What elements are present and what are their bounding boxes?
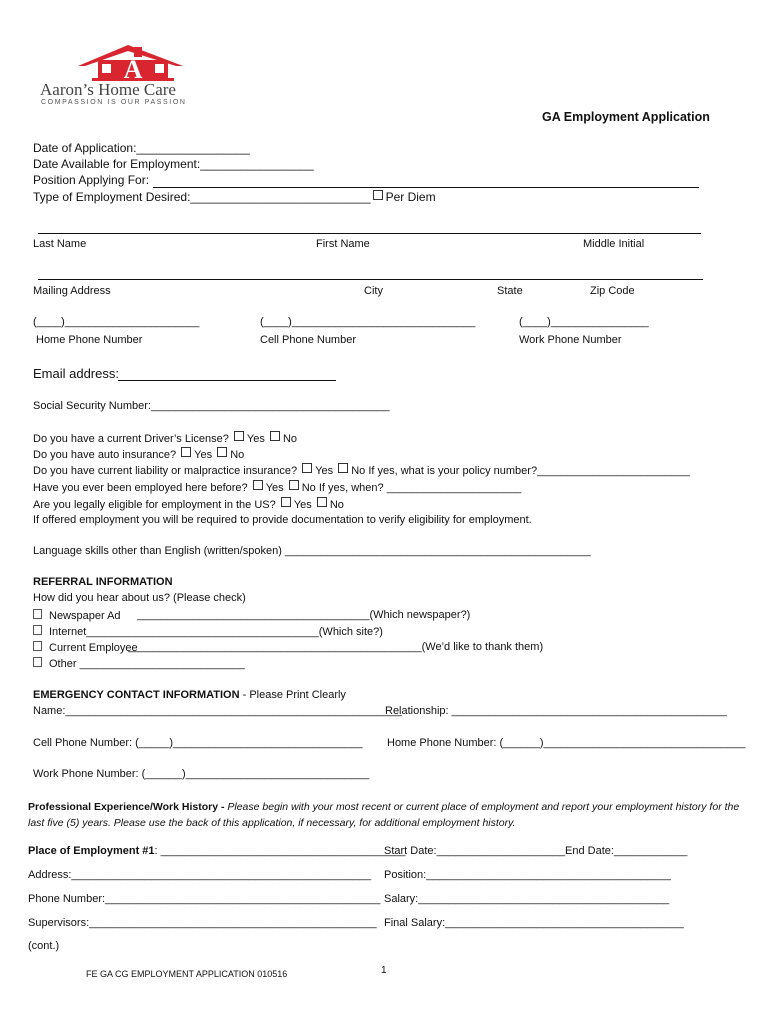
place-of-employment-field[interactable] [28,845,405,857]
no-label: No [301,482,316,494]
per-diem-checkbox[interactable] [373,190,383,200]
continued-label: (cont.) [28,940,60,952]
liability-question-text: Do you have current liability or malpractice insurance? [33,465,298,477]
auto-question-text: Do you have auto insurance? [33,449,177,461]
work-phone-label: Work Phone Number [519,334,622,346]
first-name-label: First Name [316,238,370,250]
employer-address-field[interactable]: Address:_________________________________________________ [28,869,372,881]
date-available-field[interactable]: Date Available for Employment:_________________ [33,157,314,171]
emergency-heading-note: - Please Print Clearly [239,689,346,701]
cell-phone-field[interactable]: (____)______________________________ [260,316,476,328]
eligible-yes-checkbox[interactable] [281,497,291,507]
name-line[interactable] [38,233,701,234]
referral-heading: REFERRAL INFORMATION [33,576,173,588]
supervisors-field[interactable]: Supervisors:_______________________________________________ [28,917,377,929]
employer-position-field[interactable]: Position:________________________________________ [384,869,671,881]
emergency-heading [33,689,346,701]
employed-question-text: Have you ever been employed here before? [33,482,248,494]
per-diem-label: Per Diem [385,190,436,204]
policy-number-field[interactable]: If yes, what is your policy number?_________________________ [368,465,691,477]
mailing-address-label: Mailing Address [33,285,111,297]
emergency-name-field[interactable]: Name:_______________________________________________________ [33,705,402,717]
zip-label: Zip Code [590,285,635,297]
no-label: No [351,465,366,477]
emergency-work-field[interactable]: Work Phone Number: (______)______________________________ [33,768,370,780]
no-label: No [282,433,297,445]
newspaper-blank[interactable]: ______________________________________(Which newspaper?) [137,609,471,621]
eligible-no-checkbox[interactable] [317,497,327,507]
referral-employee-item[interactable] [33,641,138,654]
form-title: GA Employment Application [542,110,710,124]
other-checkbox[interactable] [33,657,42,667]
logo-name: Aaron’s Home Care [40,80,176,99]
company-logo [38,42,220,104]
newspaper-checkbox[interactable] [33,609,42,619]
newspaper-label: Newspaper Ad [49,610,121,622]
logo-letter: A [123,55,143,84]
home-phone-field[interactable]: (____)______________________ [33,316,200,328]
no-label: No [230,449,245,461]
city-label: City [364,285,383,297]
employed-question [33,480,521,494]
auto-yes-checkbox[interactable] [181,447,191,457]
employee-label: Current Employee [49,642,138,654]
yes-label: Yes [246,433,265,445]
footer-form-code: FE GA CG EMPLOYMENT APPLICATION 010516 [86,969,288,979]
internet-label: Internet______________________________________(Which site?) [49,626,383,638]
position-field-line[interactable] [153,187,699,188]
auto-question [33,447,244,461]
type-employment-label: Type of Employment Desired:___________________________ [33,190,371,204]
experience-heading: Professional Experience/Work History - [28,801,228,813]
emergency-heading-text: EMERGENCY CONTACT INFORMATION [33,689,240,701]
employed-yes-checkbox[interactable] [253,480,263,490]
cell-phone-label: Cell Phone Number [260,334,356,346]
employer-phone-field[interactable]: Phone Number:_____________________________________________ [28,893,381,905]
position-field-label: Position Applying For: [33,173,150,187]
home-phone-label: Home Phone Number [36,334,143,346]
place-of-employment-blank[interactable]: : ________________________________________ [154,845,406,857]
internet-checkbox[interactable] [33,625,42,635]
license-question-text: Do you have a current Driver’s License? [33,433,229,445]
emergency-home-field[interactable]: Home Phone Number: (______)_________________________________ [387,737,746,749]
emergency-relationship-field[interactable]: Relationship: _____________________________________________ [385,705,727,717]
work-phone-field[interactable]: (____)________________ [519,316,649,328]
emergency-cell-field[interactable]: Cell Phone Number: (_____)_______________________________ [33,737,363,749]
license-no-checkbox[interactable] [270,431,280,441]
employed-when-field[interactable]: If yes, when? ______________________ [318,482,522,494]
last-name-label: Last Name [33,238,87,250]
referral-newspaper-item[interactable] [33,609,121,622]
middle-initial-label: Middle Initial [583,238,645,250]
employee-blank[interactable]: ________________________________________________(We’d like to thank them) [128,641,544,653]
date-of-application-field[interactable]: Date of Application:_________________ [33,141,250,155]
ssn-field[interactable]: Social Security Number:_______________________________________ [33,400,390,412]
license-question [33,431,297,445]
type-employment-field[interactable] [33,190,436,204]
start-end-date-field[interactable]: Start Date:_____________________End Date:____________ [384,845,688,857]
address-line[interactable] [38,279,703,280]
liability-no-checkbox[interactable] [338,463,348,473]
employer-salary-field[interactable]: Salary:_________________________________________ [384,893,670,905]
email-line[interactable] [118,380,336,381]
yes-label: Yes [293,499,312,511]
language-skills-field[interactable]: Language skills other than English (written/spoken) __________________________________________________ [33,545,591,557]
yes-label: Yes [194,449,213,461]
eligible-question [33,497,344,511]
eligible-question-text: Are you legally eligible for employment in the US? [33,499,276,511]
referral-other-item[interactable] [33,657,245,670]
referral-question: How did you hear about us? (Please check) [33,592,246,604]
employee-checkbox[interactable] [33,641,42,651]
liability-question [33,463,690,477]
other-label: Other ___________________________ [49,658,245,670]
logo-tagline: COMPASSION IS OUR PASSION [41,99,187,106]
license-yes-checkbox[interactable] [234,431,244,441]
employed-no-checkbox[interactable] [289,480,299,490]
referral-internet-item[interactable] [33,625,383,638]
state-label: State [497,285,523,297]
yes-label: Yes [265,482,284,494]
liability-yes-checkbox[interactable] [302,463,312,473]
page-number: 1 [381,965,387,976]
experience-section [28,799,748,831]
experience-note: Please begin with your most recent or current place of employment and report your employment history for the last five (5) years. Please use the back of this application, if necessary, for additional employment history. [28,801,740,829]
auto-no-checkbox[interactable] [217,447,227,457]
yes-label: Yes [315,465,334,477]
place-of-employment-label: Place of Employment #1 [28,845,155,857]
no-label: No [329,499,344,511]
email-label: Email address: [33,366,119,381]
eligibility-notice: If offered employment you will be required to provide documentation to verify eligibility for employment. [33,514,532,526]
final-salary-field[interactable]: Final Salary:_______________________________________ [384,917,684,929]
